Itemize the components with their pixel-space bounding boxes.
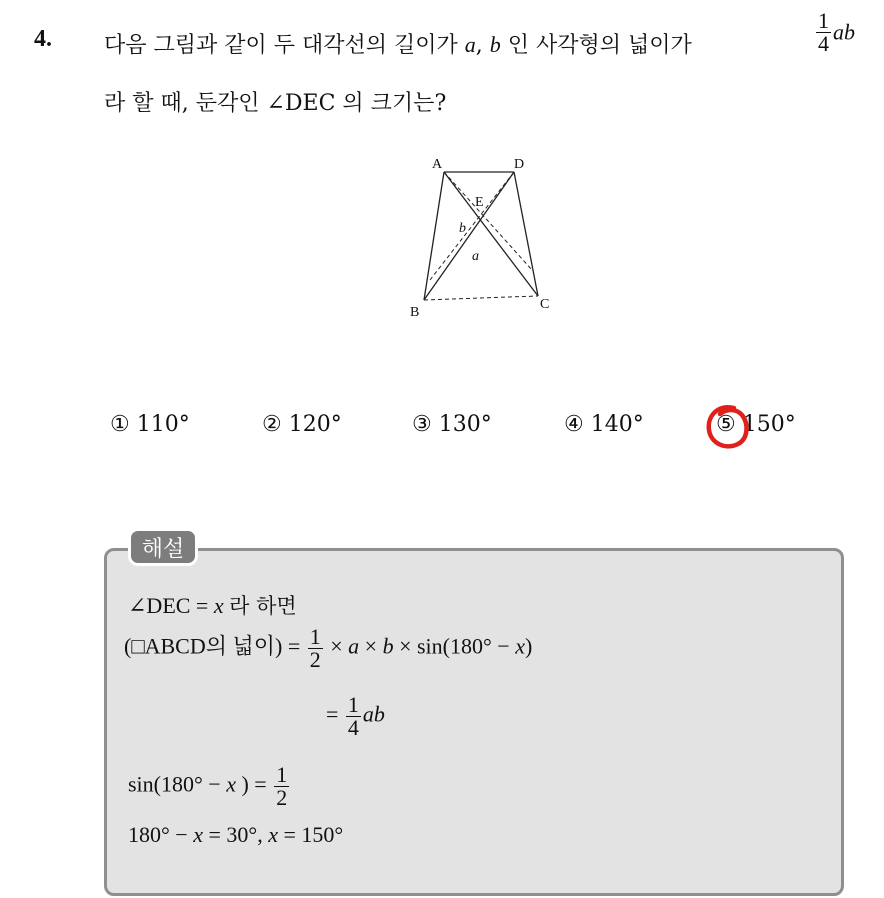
times-2: × [364,633,378,659]
comma: , [475,33,483,58]
choice-mark: ⑤ [716,412,736,437]
fraction-1-4 [346,694,361,739]
choice-value: 130° [438,412,492,437]
answer-circle-icon [704,402,752,454]
fraction-numerator: 1 [818,8,829,33]
choice-value: 140° [590,412,644,437]
solution-line-4 [128,764,291,809]
diagonal-bd [424,172,514,300]
area-label: (□ABCD의 넓이) = [124,633,301,659]
fraction-numerator: 1 [276,762,288,787]
choice-3[interactable] [412,412,492,437]
sin-expr: sin(180° − [128,771,221,797]
fraction-numerator: 1 [347,692,359,717]
var-a: a [348,633,360,659]
equals-30: = 30°, [208,822,263,847]
var-a: a [464,32,476,57]
choice-mark: ② [262,412,282,437]
times-1: × [330,633,343,659]
var-x: x [226,771,236,797]
quadrilateral-figure [396,150,566,330]
sin-expr: sin(180° − [417,633,510,659]
var-x: x [193,822,203,847]
choice-4[interactable] [564,412,644,437]
edge-ab [424,172,444,300]
var-x: x [268,822,278,847]
label-a: A [432,157,443,172]
angle-dec-eq: ∠DEC = [128,593,209,618]
label-a-lower: a [472,249,479,264]
label-b-lower: b [459,221,466,236]
expr-180-minus: 180° − [128,822,188,847]
label-c: C [540,297,550,312]
var-b: b [489,32,501,57]
choice-value: 110° [136,412,190,437]
let-text: 라 하면 [229,594,297,618]
question-text-1: 다음 그림과 같이 두 대각선의 길이가 [104,33,458,58]
close-paren: ) [524,633,533,659]
var-x: x [515,633,525,659]
edge-dc [514,172,538,296]
choice-2[interactable] [262,412,342,437]
choice-mark: ① [110,412,130,437]
choice-value: 120° [288,412,342,437]
choice-mark: ③ [412,412,432,437]
var-ab: ab [362,701,385,727]
label-b: B [410,305,420,320]
fraction-denominator: 4 [818,31,829,56]
solution-line-1 [128,590,297,620]
solution-tag: 해설 [128,528,198,566]
label-d: D [514,157,525,172]
question-fraction [814,10,855,55]
fraction-1-2 [274,764,289,809]
solution-line-3 [326,694,385,739]
fraction-tail: ab [833,19,855,45]
equals-150: = 150° [283,822,344,847]
dashed-bc [424,296,538,300]
fraction-numerator: 1 [309,624,321,649]
choice-mark: ④ [564,412,584,437]
label-e: E [475,195,484,210]
fraction-denominator: 4 [347,715,359,740]
question-number: 4. [34,26,52,52]
solution-line-2 [124,626,532,671]
fraction-1-2 [308,626,323,671]
solution-line-5 [128,822,343,848]
var-b: b [382,633,394,659]
choice-value: 150° [742,412,796,437]
times-3: × [399,633,412,659]
fraction-denominator: 2 [276,785,288,810]
choice-1[interactable] [110,412,190,437]
question-text-2: 인 사각형의 넓이가 [507,33,692,58]
fraction-1-4 [816,10,831,55]
fraction-denominator: 2 [309,647,321,672]
question-line-2: 라 할 때, 둔각인 ∠DEC 의 크기는? [104,91,447,116]
var-x: x [213,593,224,618]
dashed-a-to-c [444,172,532,270]
equals: = [326,701,339,727]
question-line-1 [104,28,692,59]
close-eq: ) = [241,771,267,797]
